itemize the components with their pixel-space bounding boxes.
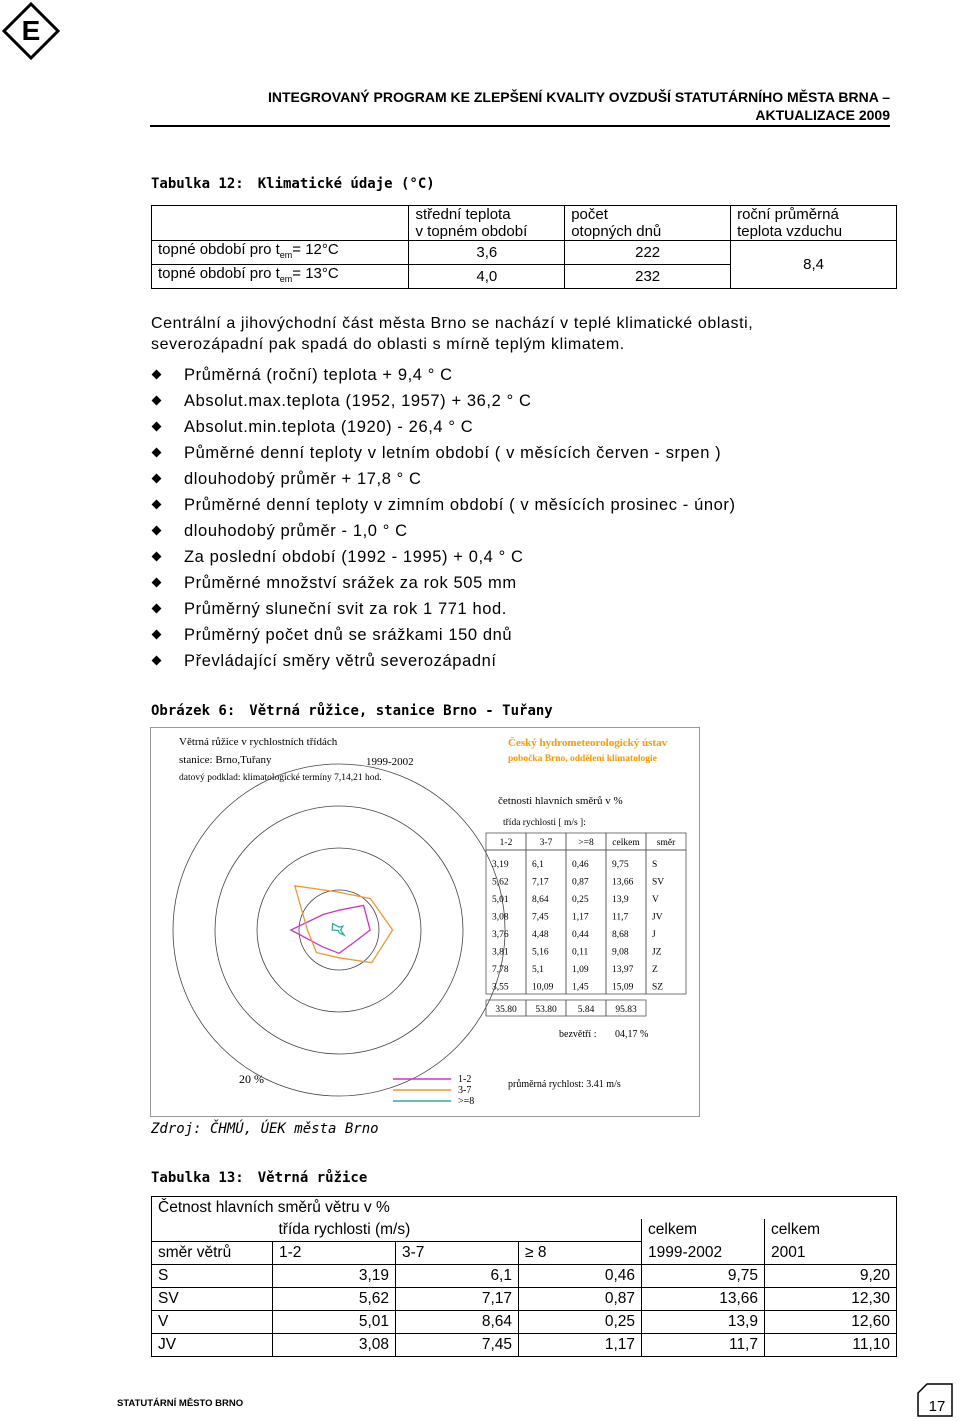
fig-table-cell: 7,17 (532, 877, 549, 888)
fig-table-cell: 9,75 (612, 860, 629, 870)
logo-letter: E (21, 15, 41, 46)
table-cell: 0,87 (519, 1288, 642, 1311)
table-cell: 11,10 (765, 1334, 897, 1357)
list-item: Absolut.min.teplota (1920) - 26,4 ° C (151, 414, 736, 440)
col-days-1: počet (571, 206, 608, 223)
list-item: Za poslední období (1992 - 1995) + 0,4 ° C (151, 544, 736, 570)
calm-value: 04,17 (615, 1029, 638, 1040)
table-cell: 7,17 (396, 1288, 519, 1311)
list-item: Převládající směry větrů severozápadní (151, 648, 736, 674)
table-cell: 3,08 (273, 1334, 396, 1357)
figure-period: 1999-2002 (366, 756, 414, 768)
figure-scale-label: 20 % (239, 1072, 264, 1086)
fig-table-cell: 3,76 (492, 930, 509, 940)
list-item: Průměrné množství srážek za rok 505 mm (151, 570, 736, 596)
table-cell: 1,17 (519, 1334, 642, 1357)
fig-table-header: 3-7 (539, 838, 553, 848)
t13-class-label: třída rychlosti (m/s) (278, 1221, 411, 1238)
fig-table-cell: SZ (652, 982, 664, 993)
table-cell: 11,7 (642, 1334, 765, 1357)
table-cell: 13,9 (642, 1311, 765, 1334)
table-cell: 5,62 (273, 1288, 396, 1311)
page-number-badge (917, 1383, 953, 1417)
list-item: dlouhodobý průměr - 1,0 ° C (151, 518, 736, 544)
company-logo (2, 2, 60, 60)
fig-table-header: celkem (612, 838, 640, 848)
fig-table-cell: 3,08 (492, 912, 509, 923)
table-cell: S (152, 1265, 273, 1288)
legend-label-37: 3-7 (458, 1085, 472, 1096)
bullet-diamond-icon (152, 370, 162, 380)
row1-temp: 3,6 (409, 241, 565, 265)
calm-unit: % (640, 1029, 649, 1040)
bullet-diamond-icon (152, 448, 162, 458)
bullet-diamond-icon (152, 500, 162, 510)
bullet-diamond-icon (152, 604, 162, 614)
table-cell: 9,75 (642, 1265, 765, 1288)
list-item: Absolut.max.teplota (1952, 1957) + 36,2 ° C (151, 388, 736, 414)
fig-table-cell: 13,9 (612, 895, 629, 905)
fig-table-total: 53.80 (535, 1005, 557, 1015)
figure-freq-title: četnosti hlavních směrů v % (498, 795, 623, 807)
fig-table-cell: 7,78 (492, 965, 509, 975)
list-item: Průměrný počet dnů se srážkami 150 dnů (151, 622, 736, 648)
annual-temp-value: 8,4 (731, 241, 897, 289)
list-item: Půměrné denní teploty v letním období ( v měsících červen - srpen ) (151, 440, 736, 466)
fig-table-cell: 0,87 (572, 877, 589, 888)
table-cell: 13,66 (642, 1288, 765, 1311)
figure6-caption: Obrázek 6: Větrná růžice, stanice Brno - Tuřany (151, 703, 553, 719)
table-cell: SV (152, 1288, 273, 1311)
bullet-diamond-icon (152, 630, 162, 640)
fig-table-cell: JV (652, 912, 663, 923)
figure-title: Větrná růžice v rychlostních třídách (179, 736, 338, 748)
fig-table-cell: 8,68 (612, 930, 629, 940)
fig-table-cell: 5,62 (492, 877, 509, 888)
t13-total2-label-2: 2001 (765, 1242, 897, 1265)
fig-table-cell: 1,45 (572, 982, 589, 993)
table-row (152, 1334, 897, 1357)
fig-table-cell: 11,7 (612, 912, 629, 923)
fig-table-cell: Z (652, 965, 658, 975)
table13-caption: Tabulka 13: Větrná růžice (151, 1170, 368, 1186)
t13-title: Četnost hlavních směrů větru v % (152, 1197, 897, 1220)
figure-avg-speed: průměrná rychlost: 3.41 m/s (508, 1079, 621, 1090)
col-days-2: otopných dnů (571, 223, 662, 240)
header-title-line1: INTEGROVANÝ PROGRAM KE ZLEPŠENÍ KVALITY OVZDUŠÍ STATUTÁRNÍHO MĚSTA BRNA – (268, 89, 890, 105)
t13-c2: 3-7 (396, 1242, 519, 1265)
page-number: 17 (928, 1398, 946, 1415)
fig-table-cell: 8,64 (532, 895, 549, 905)
t13-total2-label-1: celkem (765, 1219, 897, 1242)
bullet-diamond-icon (152, 422, 162, 432)
table-row (152, 1311, 897, 1334)
fig-table-cell: 15,09 (612, 982, 634, 993)
t13-c1: 1-2 (273, 1242, 396, 1265)
figure-source: Zdroj: ČHMÚ, ÚEK města Brno (151, 1121, 379, 1137)
row2-days: 232 (565, 265, 731, 289)
fig-table-total: 95.83 (615, 1005, 637, 1015)
rose-series-8 (332, 924, 344, 936)
bullet-diamond-icon (152, 474, 162, 484)
t13-dir-label: směr větrů (152, 1242, 273, 1265)
fig-table-cell: 3,55 (492, 982, 509, 993)
table-row (152, 1265, 897, 1288)
bullet-diamond-icon (152, 526, 162, 536)
row2-temp: 4,0 (409, 265, 565, 289)
fig-table-total: 35.80 (495, 1005, 517, 1015)
legend-label-12: 1-2 (458, 1074, 472, 1085)
bullet-diamond-icon (152, 396, 162, 406)
figure-institute-2: pobočka Brno, oddělení klimatologie (508, 754, 657, 764)
col-annual-1: roční průměrná (737, 206, 839, 223)
fig-table-header: >=8 (578, 838, 594, 848)
row1-label: topné období pro $t_{em}= 12^\circ C$ (152, 241, 409, 265)
table-cell: 3,19 (273, 1265, 396, 1288)
col-mean-temp-1: střední teplota (415, 206, 511, 223)
fig-table-cell: 3,19 (492, 860, 509, 870)
table-cell: 0,46 (519, 1265, 642, 1288)
list-item: Průměrný sluneční svit za rok 1 771 hod. (151, 596, 736, 622)
t13-total1-label-1: celkem (642, 1219, 765, 1242)
list-item: Průměrné denní teploty v zimním období ( v měsících prosinec - únor) (151, 492, 736, 518)
legend-label-8: >=8 (458, 1096, 475, 1107)
fig-table-cell: V (652, 895, 659, 905)
figure-institute-1: Český hydrometeorologický ústav (508, 737, 668, 749)
row2-label: topné období pro $t_{em}= 13^\circ C$ (152, 265, 409, 289)
fig-table-cell: 1,09 (572, 965, 589, 975)
table-cell: 12,30 (765, 1288, 897, 1311)
table-cell: 0,25 (519, 1311, 642, 1334)
fig-table-cell: 6,1 (532, 860, 544, 870)
climate-table (151, 205, 897, 289)
fig-table-cell: 5,1 (532, 965, 544, 975)
rose-series-3-7 (295, 886, 393, 963)
climate-paragraph: Centrální a jihovýchodní část města Brno se nachází v teplé klimatické oblasti, severozápadní pak spadá do oblasti s mírně teplým klimatem. (151, 315, 754, 353)
fig-table-cell: 3,81 (492, 947, 509, 958)
figure-source-line: datový podklad: klimatologické termíny 7,14,21 hod. (179, 773, 382, 783)
fig-table-cell: 0,25 (572, 895, 589, 905)
fig-table-cell: 9,08 (612, 947, 629, 958)
fig-table-cell: S (652, 860, 658, 870)
t13-total1-label-2: 1999-2002 (642, 1242, 765, 1265)
table-cell: 5,01 (273, 1311, 396, 1334)
fig-table-cell: 0,46 (572, 860, 589, 870)
wind-rose-table (151, 1196, 897, 1357)
table-row (152, 241, 897, 265)
table-cell: 9,20 (765, 1265, 897, 1288)
figure-station: stanice: Brno,Tuřany (179, 754, 272, 766)
row1-days: 222 (565, 241, 731, 265)
fig-table-cell: JZ (652, 947, 662, 958)
fig-table-cell: 7,45 (532, 912, 549, 923)
fig-table-cell: J (652, 930, 656, 940)
climate-bullet-list (151, 362, 736, 674)
fig-table-cell: SV (652, 877, 665, 888)
wind-rose-figure (150, 727, 700, 1117)
col-annual-2: teplota vzduchu (737, 223, 843, 240)
fig-table-cell: 0,11 (572, 947, 589, 958)
figure-class-title: třída rychlosti [ m/s ]: (503, 818, 586, 828)
table12-caption: Tabulka 12: Klimatické údaje (°C) (151, 176, 435, 192)
table-cell: V (152, 1311, 273, 1334)
col-mean-temp-2: v topném období (415, 223, 528, 240)
fig-table-header: směr (656, 838, 676, 848)
fig-table-cell: 10,09 (532, 982, 554, 993)
list-item: Průměrná (roční) teplota + 9,4 ° C (151, 362, 736, 388)
footer-left: STATUTÁRNÍ MĚSTO BRNO (117, 1398, 244, 1409)
fig-table-cell: 1,17 (572, 912, 589, 923)
bullet-diamond-icon (152, 552, 162, 562)
fig-table-cell: 0,44 (572, 930, 589, 940)
table-row (152, 1288, 897, 1311)
fig-table-header: 1-2 (499, 838, 513, 848)
header-title-line2: AKTUALIZACE 2009 (755, 107, 890, 123)
calm-label: bezvětří : (559, 1029, 597, 1040)
bullet-diamond-icon (152, 578, 162, 588)
bullet-diamond-icon (152, 656, 162, 666)
t13-c3: ≥ 8 (519, 1242, 642, 1265)
table-cell: 8,64 (396, 1311, 519, 1334)
list-item: dlouhodobý průměr + 17,8 ° C (151, 466, 736, 492)
fig-table-cell: 5,16 (532, 947, 549, 958)
fig-table-cell: 4,48 (532, 930, 549, 940)
table-cell: JV (152, 1334, 273, 1357)
fig-table-total: 5.84 (577, 1005, 595, 1015)
table-cell: 12,60 (765, 1311, 897, 1334)
fig-table-cell: 13,66 (612, 877, 634, 888)
header-rule (150, 125, 890, 127)
fig-table-cell: 5,01 (492, 895, 509, 905)
table-cell: 7,45 (396, 1334, 519, 1357)
table-cell: 6,1 (396, 1265, 519, 1288)
fig-table-cell: 13,97 (612, 965, 634, 975)
